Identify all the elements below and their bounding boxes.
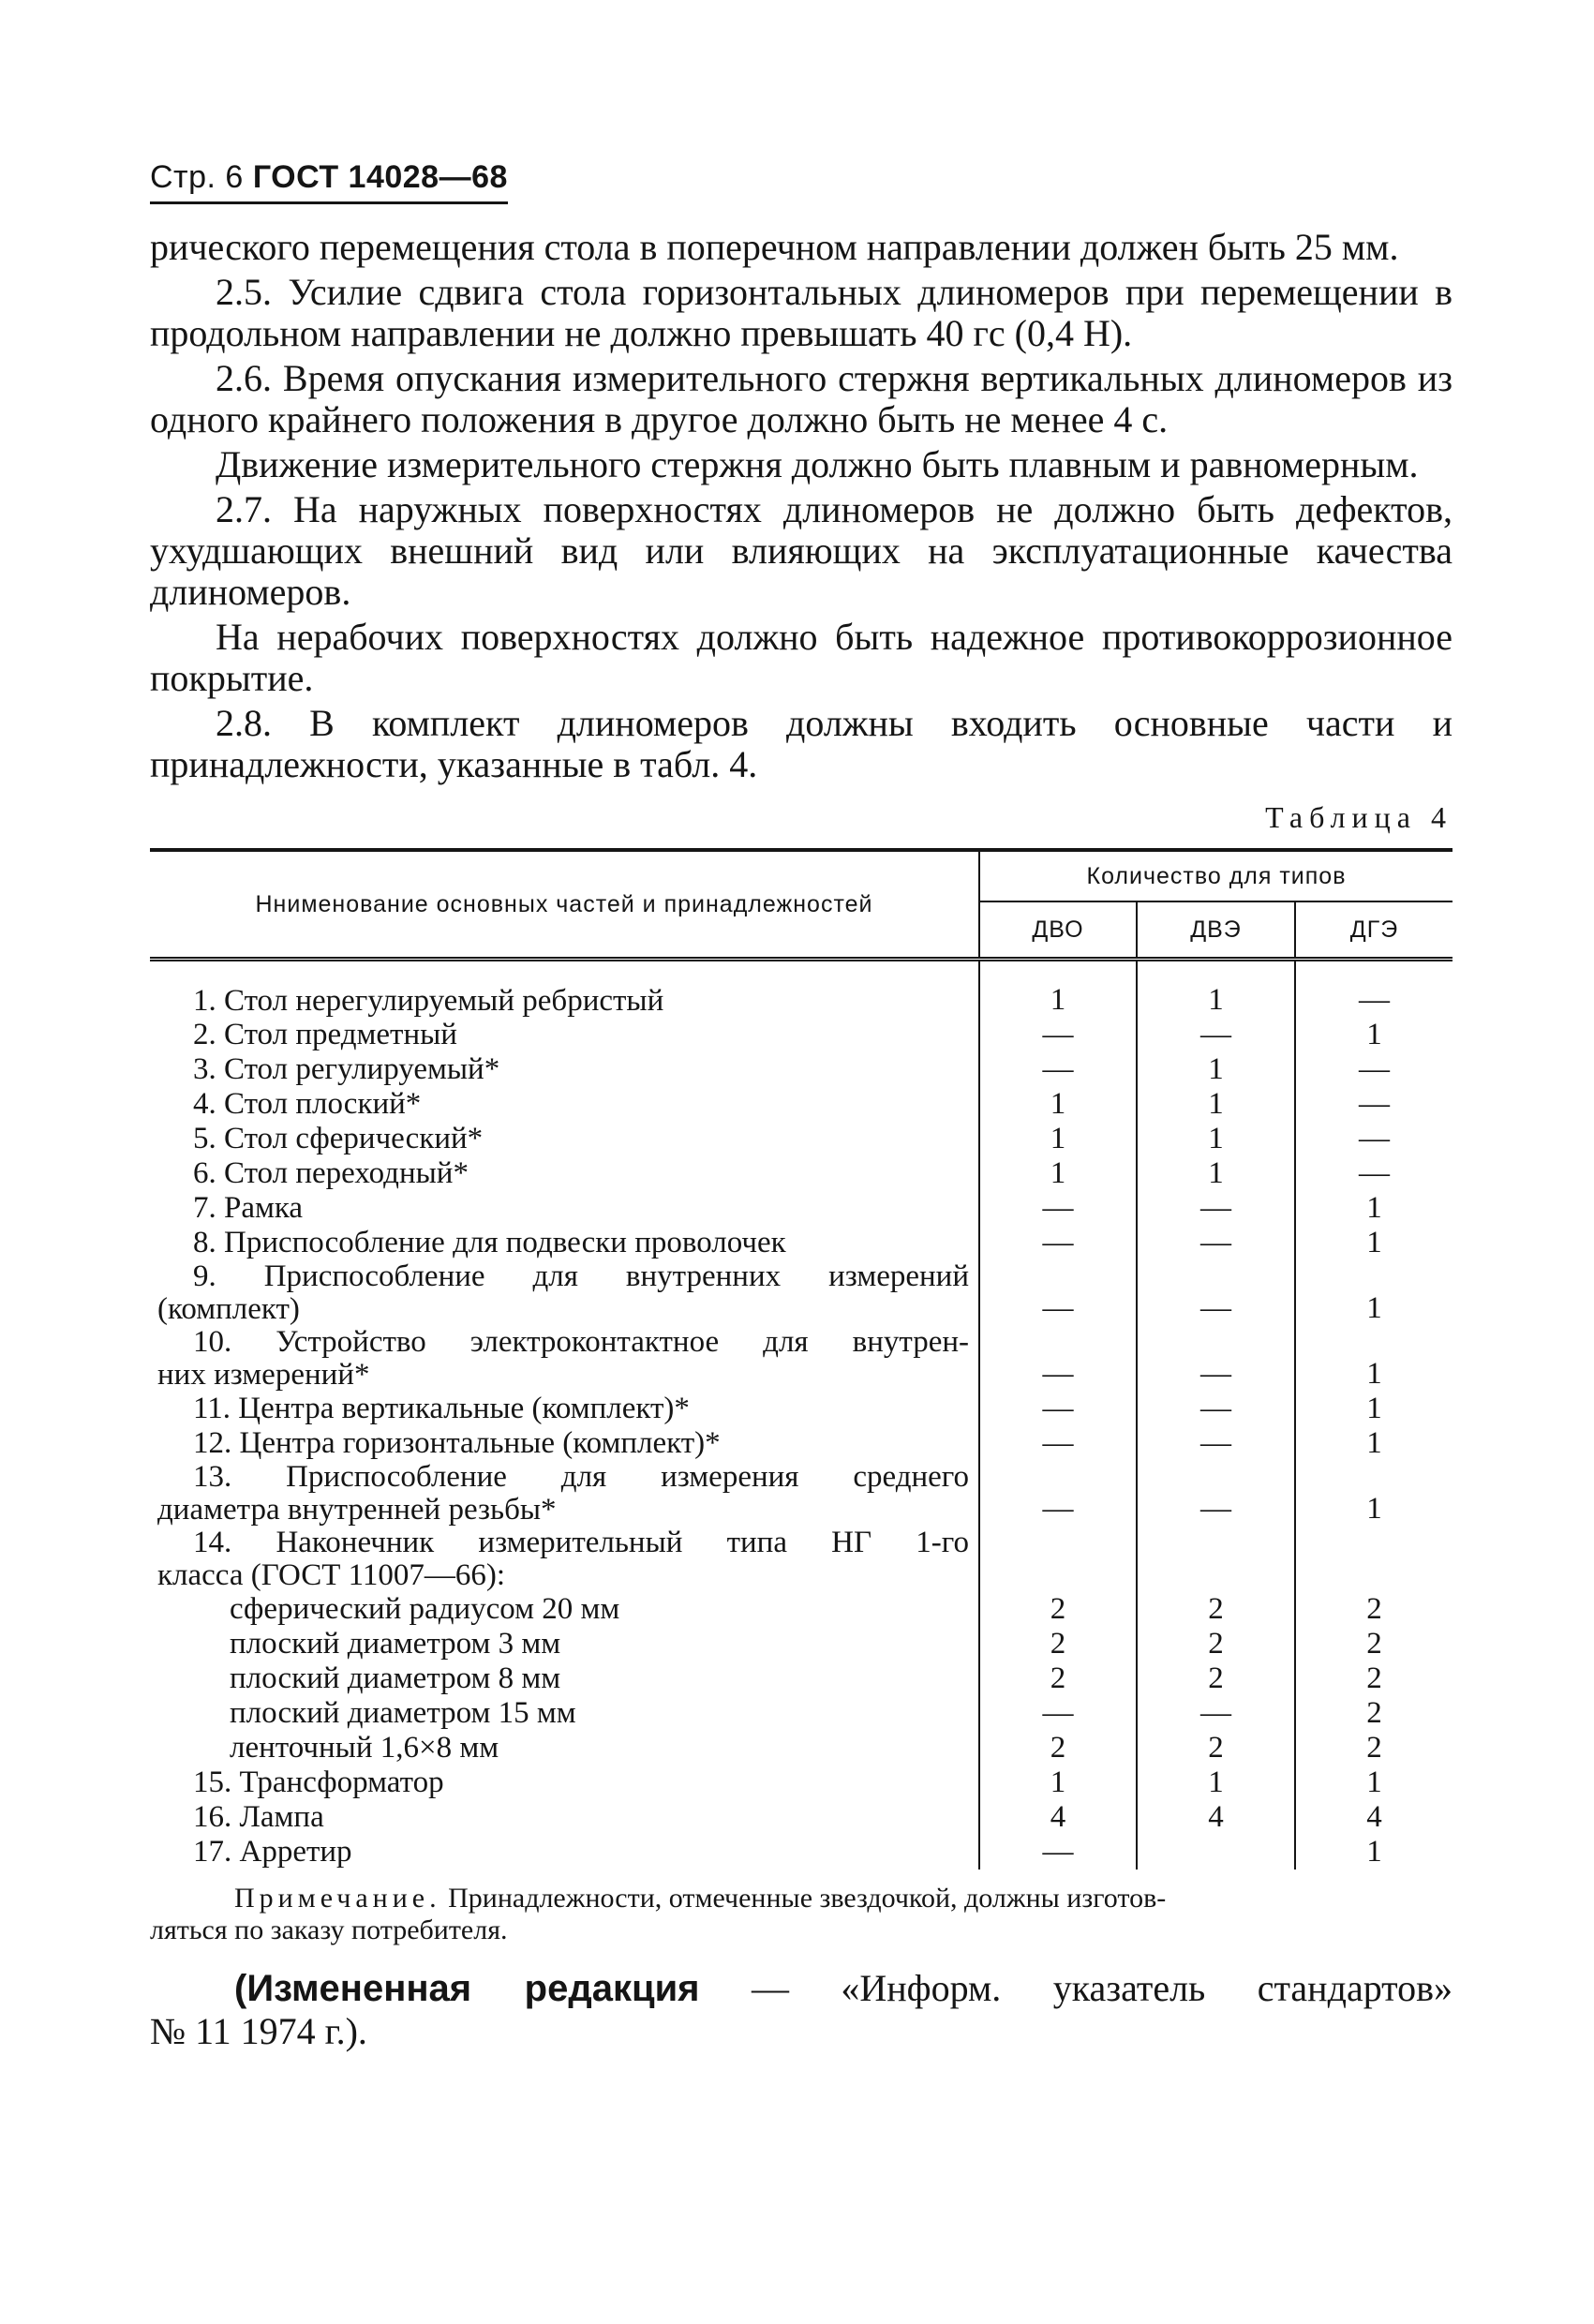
qty-cell-двэ: —: [1137, 1191, 1295, 1226]
revision-note-bold: (Измененная редакция: [234, 1968, 700, 2009]
qty-cell-дгэ: 1: [1295, 1426, 1452, 1461]
row-name: [150, 1527, 979, 1592]
row-name: [150, 1800, 979, 1835]
row-label: 7. Рамка: [193, 1191, 304, 1225]
qty-cell-двэ: —: [1137, 1696, 1295, 1731]
row-name: [150, 1765, 979, 1800]
qty-cell-дво: 4: [979, 1800, 1137, 1835]
table-row: [150, 1122, 1452, 1156]
qty-cell-двэ: [1137, 1527, 1295, 1592]
qty-cell-дво: 2: [979, 1731, 1137, 1765]
row-name: [150, 1226, 979, 1260]
row-label: 9. Приспособление для внутренних измерений: [193, 1259, 969, 1293]
table-row: [150, 960, 1452, 1019]
row-name: [150, 1392, 979, 1426]
paragraph: Движение измерительного стержня должно быть плавным и равномерным.: [216, 443, 1419, 485]
row-name: [150, 1260, 979, 1326]
table-row: [150, 1592, 1452, 1627]
qty-cell-дгэ: 1: [1295, 1226, 1452, 1260]
row-name: [150, 1627, 979, 1661]
paragraph: 2.5. Усилие сдвига стола горизонтальных длиномеров при перемещении в продольном направлении не должно превышать 40 гс (0,4 Н).: [150, 271, 1452, 354]
table-row: [150, 1627, 1452, 1661]
row-label: 5. Стол сферический*: [193, 1122, 484, 1155]
table-row: [150, 1226, 1452, 1260]
table-row: [150, 1835, 1452, 1870]
page-header: [150, 159, 508, 204]
qty-cell-двэ: 4: [1137, 1800, 1295, 1835]
table-note: [150, 1883, 1452, 1914]
qty-cell-дгэ: 1: [1295, 1392, 1452, 1426]
row-label: 1. Стол нерегулируемый ребристый: [193, 983, 664, 1018]
row-name: [150, 1661, 979, 1696]
paragraph: рического перемещения стола в поперечном направлении должен быть 25 мм.: [150, 226, 1399, 268]
qty-cell-дгэ: —: [1295, 1087, 1452, 1122]
qty-cell-дво: —: [979, 1018, 1137, 1052]
qty-cell-дво: —: [979, 1326, 1137, 1392]
row-name: [150, 1087, 979, 1122]
qty-cell-дгэ: 2: [1295, 1627, 1452, 1661]
row-name: [150, 960, 979, 1019]
row-subitem-label: плоский диаметром 3 мм: [230, 1627, 561, 1661]
parts-table: [150, 848, 1452, 1870]
table-row: [150, 1731, 1452, 1765]
qty-cell-дгэ: 1: [1295, 1765, 1452, 1800]
row-label-continued: (комплект): [157, 1292, 300, 1326]
qty-cell-дво: 2: [979, 1627, 1137, 1661]
qty-cell-двэ: —: [1137, 1260, 1295, 1326]
qty-cell-дво: —: [979, 1226, 1137, 1260]
table-row: [150, 1191, 1452, 1226]
row-label: 16. Лампа: [193, 1800, 324, 1834]
table-row: [150, 1461, 1452, 1527]
qty-cell-дгэ: —: [1295, 1122, 1452, 1156]
row-label: 8. Приспособление для подвески проволочек: [193, 1226, 786, 1259]
table-row: [150, 1696, 1452, 1731]
qty-cell-дво: [979, 1527, 1137, 1592]
qty-cell-дгэ: 1: [1295, 1835, 1452, 1870]
table-row: [150, 1527, 1452, 1592]
column-header-type: ДВЭ: [1137, 901, 1295, 960]
row-name: [150, 1426, 979, 1461]
revision-note: [150, 1967, 1452, 2010]
qty-cell-дгэ: 4: [1295, 1800, 1452, 1835]
qty-cell-дво: 1: [979, 1765, 1137, 1800]
qty-cell-двэ: —: [1137, 1226, 1295, 1260]
qty-cell-дво: —: [979, 1461, 1137, 1527]
row-label: 11. Центра вертикальные (комплект)*: [193, 1392, 690, 1425]
qty-cell-дво: —: [979, 1191, 1137, 1226]
row-label: 14. Наконечник измерительный типа НГ 1-го: [193, 1526, 969, 1559]
qty-cell-дво: 1: [979, 960, 1137, 1019]
row-label: 4. Стол плоский*: [193, 1087, 422, 1121]
table-row: [150, 1800, 1452, 1835]
row-label-continued: них измерений*: [157, 1358, 370, 1392]
qty-cell-дгэ: 1: [1295, 1326, 1452, 1392]
paragraph: 2.6. Время опускания измерительного стержня вертикальных длиномеров из одного крайнего положения в другое должно быть не менее 4 с.: [150, 357, 1452, 440]
table-row: [150, 1661, 1452, 1696]
qty-cell-дво: —: [979, 1835, 1137, 1870]
qty-cell-двэ: —: [1137, 1461, 1295, 1527]
qty-cell-дво: 1: [979, 1122, 1137, 1156]
qty-cell-дгэ: 1: [1295, 1260, 1452, 1326]
row-name: [150, 1461, 979, 1527]
qty-cell-двэ: 2: [1137, 1731, 1295, 1765]
row-name: [150, 1122, 979, 1156]
table-row: [150, 1018, 1452, 1052]
qty-cell-двэ: —: [1137, 1326, 1295, 1392]
table-row: [150, 1156, 1452, 1191]
row-label: 3. Стол регулируемый*: [193, 1052, 500, 1086]
paragraph: На нерабочих поверхностях должно быть надежное противокоррозионное покрытие.: [150, 616, 1452, 699]
row-name: [150, 1835, 979, 1870]
row-label: 10. Устройство электроконтактное для внутрен-: [193, 1325, 969, 1359]
paragraph: 2.8. В комплект длиномеров должны входить основные части и принадлежности, указанные в табл. 4.: [150, 702, 1452, 785]
note-text-continued: ляться по заказу потребителя.: [150, 1914, 508, 1945]
note-label: Примечание.: [234, 1883, 441, 1914]
qty-cell-дгэ: —: [1295, 1156, 1452, 1191]
body-text: [150, 227, 1452, 785]
qty-cell-двэ: 1: [1137, 1765, 1295, 1800]
row-subitem-label: плоский диаметром 8 мм: [230, 1661, 561, 1695]
paragraph: 2.7. На наружных поверхностях длиномеров не должно быть дефектов, ухудшающих внешний вид или влияющих на эксплуатационные качества длиномеров.: [150, 488, 1452, 613]
table-row: [150, 1326, 1452, 1392]
revision-note-line2: № 11 1974 г.).: [150, 2010, 367, 2052]
revision-note-rest: — «Информ. указатель стандартов»: [751, 1967, 1453, 2009]
column-header-name: Ннименование основных частей и принадлежностей: [150, 850, 979, 960]
row-name: [150, 1326, 979, 1392]
qty-cell-дгэ: 1: [1295, 1018, 1452, 1052]
table-row: [150, 1426, 1452, 1461]
qty-cell-двэ: 1: [1137, 1087, 1295, 1122]
row-name: [150, 1156, 979, 1191]
row-label: 12. Центра горизонтальные (комплект)*: [193, 1426, 721, 1460]
qty-cell-двэ: —: [1137, 1392, 1295, 1426]
table-caption: Таблица 4: [1265, 800, 1452, 834]
qty-cell-дво: —: [979, 1426, 1137, 1461]
qty-cell-дгэ: [1295, 1527, 1452, 1592]
row-label: 6. Стол переходный*: [193, 1156, 469, 1190]
qty-cell-дгэ: 1: [1295, 1461, 1452, 1527]
row-label: 13. Приспособление для измерения среднего: [193, 1460, 969, 1494]
qty-cell-двэ: 1: [1137, 1122, 1295, 1156]
table-row: [150, 1052, 1452, 1087]
qty-cell-дгэ: 2: [1295, 1661, 1452, 1696]
table-row: [150, 1392, 1452, 1426]
table-body: [150, 960, 1452, 1870]
qty-cell-дгэ: —: [1295, 1052, 1452, 1087]
qty-cell-дво: —: [979, 1392, 1137, 1426]
qty-cell-двэ: —: [1137, 1018, 1295, 1052]
qty-cell-двэ: 1: [1137, 1052, 1295, 1087]
qty-cell-двэ: 2: [1137, 1592, 1295, 1627]
row-label: 15. Трансформатор: [193, 1765, 444, 1799]
qty-cell-двэ: [1137, 1835, 1295, 1870]
gost-number: ГОСТ 14028—68: [252, 159, 508, 195]
qty-cell-дгэ: —: [1295, 960, 1452, 1019]
row-name: [150, 1052, 979, 1087]
qty-cell-двэ: 1: [1137, 960, 1295, 1019]
row-label: 2. Стол предметный: [193, 1018, 457, 1051]
column-header-qty: Количество для типов: [979, 850, 1452, 901]
column-header-type: ДВО: [979, 901, 1137, 960]
qty-cell-дгэ: 2: [1295, 1696, 1452, 1731]
page-number: Стр. 6: [150, 159, 244, 195]
qty-cell-дво: 1: [979, 1087, 1137, 1122]
table-row: [150, 1765, 1452, 1800]
row-name: [150, 1018, 979, 1052]
qty-cell-двэ: 1: [1137, 1156, 1295, 1191]
qty-cell-дво: 2: [979, 1661, 1137, 1696]
qty-cell-дгэ: 1: [1295, 1191, 1452, 1226]
row-name: [150, 1191, 979, 1226]
qty-cell-дгэ: 2: [1295, 1592, 1452, 1627]
qty-cell-дгэ: 2: [1295, 1731, 1452, 1765]
row-label-continued: диаметра внутренней резьбы*: [157, 1493, 557, 1527]
row-subitem-label: плоский диаметром 15 мм: [230, 1696, 576, 1730]
qty-cell-дво: —: [979, 1696, 1137, 1731]
document-page: [150, 159, 1452, 2053]
table-row: [150, 1087, 1452, 1122]
table-row: [150, 1260, 1452, 1326]
qty-cell-дво: 1: [979, 1156, 1137, 1191]
row-name: [150, 1592, 979, 1627]
row-label-continued: класса (ГОСТ 11007—66):: [157, 1558, 506, 1592]
row-name: [150, 1696, 979, 1731]
column-header-type: ДГЭ: [1295, 901, 1452, 960]
row-subitem-label: сферический радиусом 20 мм: [230, 1592, 620, 1626]
row-name: [150, 1731, 979, 1765]
row-label: 17. Арретир: [193, 1835, 352, 1869]
note-text: Принадлежности, отмеченные звездочкой, должны изготов-: [448, 1883, 1167, 1914]
qty-cell-двэ: 2: [1137, 1661, 1295, 1696]
qty-cell-двэ: —: [1137, 1426, 1295, 1461]
qty-cell-дво: 2: [979, 1592, 1137, 1627]
qty-cell-двэ: 2: [1137, 1627, 1295, 1661]
qty-cell-дво: —: [979, 1260, 1137, 1326]
row-subitem-label: ленточный 1,6×8 мм: [230, 1731, 499, 1765]
qty-cell-дво: —: [979, 1052, 1137, 1087]
